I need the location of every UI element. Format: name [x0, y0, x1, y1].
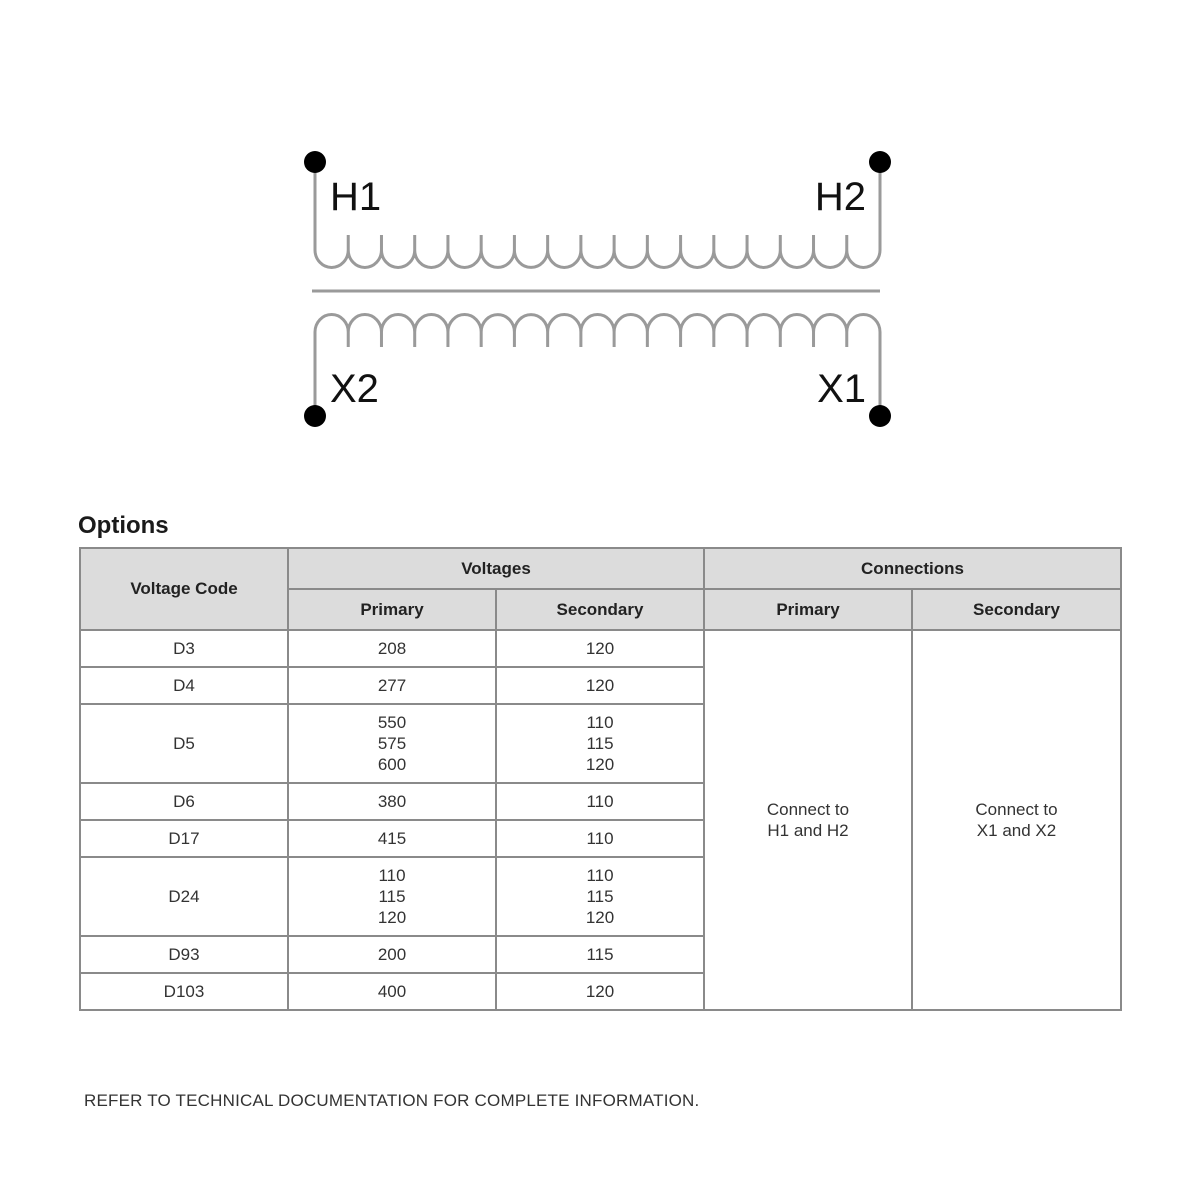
- primary-voltage-value: 575: [377, 734, 407, 753]
- connections-primary-text: H1 and H2: [767, 821, 849, 840]
- connections-primary-text: Connect to: [766, 800, 850, 819]
- options-title: Options: [78, 512, 169, 539]
- header-voltages-secondary: Secondary: [496, 589, 704, 630]
- transformer-diagram: [0, 0, 1200, 480]
- secondary-voltage-cell: [496, 630, 704, 667]
- primary-voltage-cell: [288, 630, 496, 667]
- primary-voltage-cell: [288, 936, 496, 973]
- primary-voltage-value: 600: [377, 755, 407, 774]
- terminal-h2: [869, 151, 891, 173]
- voltage-code-cell: D103: [80, 973, 288, 1010]
- secondary-voltage-cell: [496, 973, 704, 1010]
- secondary-voltage-cell: [496, 936, 704, 973]
- voltage-code-cell: D5: [80, 704, 288, 783]
- label-h1: H1: [330, 175, 382, 219]
- header-connections-primary: Primary: [704, 589, 912, 630]
- header-connections: Connections: [704, 548, 1121, 589]
- primary-voltage-cell: [288, 704, 496, 783]
- secondary-voltage-value: 110: [586, 792, 614, 811]
- voltage-code-cell: D93: [80, 936, 288, 973]
- primary-voltage-value: 400: [377, 982, 407, 1001]
- voltage-code-cell: D6: [80, 783, 288, 820]
- primary-voltage-value: 550: [377, 713, 407, 732]
- voltage-code-cell: D17: [80, 820, 288, 857]
- primary-voltage-value: 208: [377, 639, 407, 658]
- secondary-voltage-value: 110: [586, 866, 614, 885]
- voltage-code-cell: D24: [80, 857, 288, 936]
- terminal-x2: [304, 405, 326, 427]
- primary-voltage-value: 115: [378, 887, 406, 906]
- label-x2: X2: [330, 367, 379, 411]
- primary-voltage-cell: [288, 857, 496, 936]
- secondary-voltage-cell: [496, 857, 704, 936]
- secondary-winding: [315, 315, 880, 406]
- options-table: [79, 547, 1122, 1011]
- header-connections-secondary: Secondary: [912, 589, 1121, 630]
- connections-primary-cell: [704, 630, 912, 1010]
- header-voltages-primary: Primary: [288, 589, 496, 630]
- secondary-voltage-value: 115: [586, 734, 614, 753]
- secondary-voltage-value: 110: [586, 829, 614, 848]
- primary-winding: [315, 172, 880, 267]
- connections-secondary-text: X1 and X2: [976, 821, 1057, 840]
- secondary-voltage-value: 115: [586, 887, 614, 906]
- primary-voltage-value: 120: [377, 908, 407, 927]
- secondary-voltage-value: 120: [585, 908, 615, 927]
- label-h2: H2: [814, 175, 866, 219]
- terminal-x1: [869, 405, 891, 427]
- secondary-voltage-cell: [496, 783, 704, 820]
- primary-voltage-cell: [288, 783, 496, 820]
- label-x1: X1: [817, 367, 866, 411]
- primary-voltage-value: 200: [377, 945, 407, 964]
- secondary-voltage-value: 120: [585, 639, 615, 658]
- secondary-voltage-value: 115: [586, 945, 614, 964]
- header-voltage-code: Voltage Code: [80, 548, 288, 630]
- primary-voltage-value: 415: [377, 829, 407, 848]
- primary-voltage-value: 380: [377, 792, 407, 811]
- footnote: REFER TO TECHNICAL DOCUMENTATION FOR COMPLETE INFORMATION.: [84, 1091, 700, 1110]
- header-voltages: Voltages: [288, 548, 704, 589]
- primary-voltage-cell: [288, 820, 496, 857]
- connections-secondary-cell: [912, 630, 1121, 1010]
- options-table-body: [80, 630, 1121, 1010]
- primary-voltage-value: 110: [378, 866, 406, 885]
- secondary-voltage-value: 120: [585, 676, 615, 695]
- primary-voltage-cell: [288, 667, 496, 704]
- primary-voltage-value: 277: [377, 676, 407, 695]
- terminal-h1: [304, 151, 326, 173]
- secondary-voltage-value: 120: [585, 755, 615, 774]
- secondary-voltage-value: 110: [586, 713, 614, 732]
- secondary-voltage-cell: [496, 820, 704, 857]
- secondary-voltage-cell: [496, 667, 704, 704]
- voltage-code-cell: D3: [80, 630, 288, 667]
- voltage-code-cell: D4: [80, 667, 288, 704]
- secondary-voltage-value: 120: [585, 982, 615, 1001]
- primary-voltage-cell: [288, 973, 496, 1010]
- secondary-voltage-cell: [496, 704, 704, 783]
- connections-secondary-text: Connect to: [975, 800, 1058, 819]
- table-row: [80, 630, 1121, 667]
